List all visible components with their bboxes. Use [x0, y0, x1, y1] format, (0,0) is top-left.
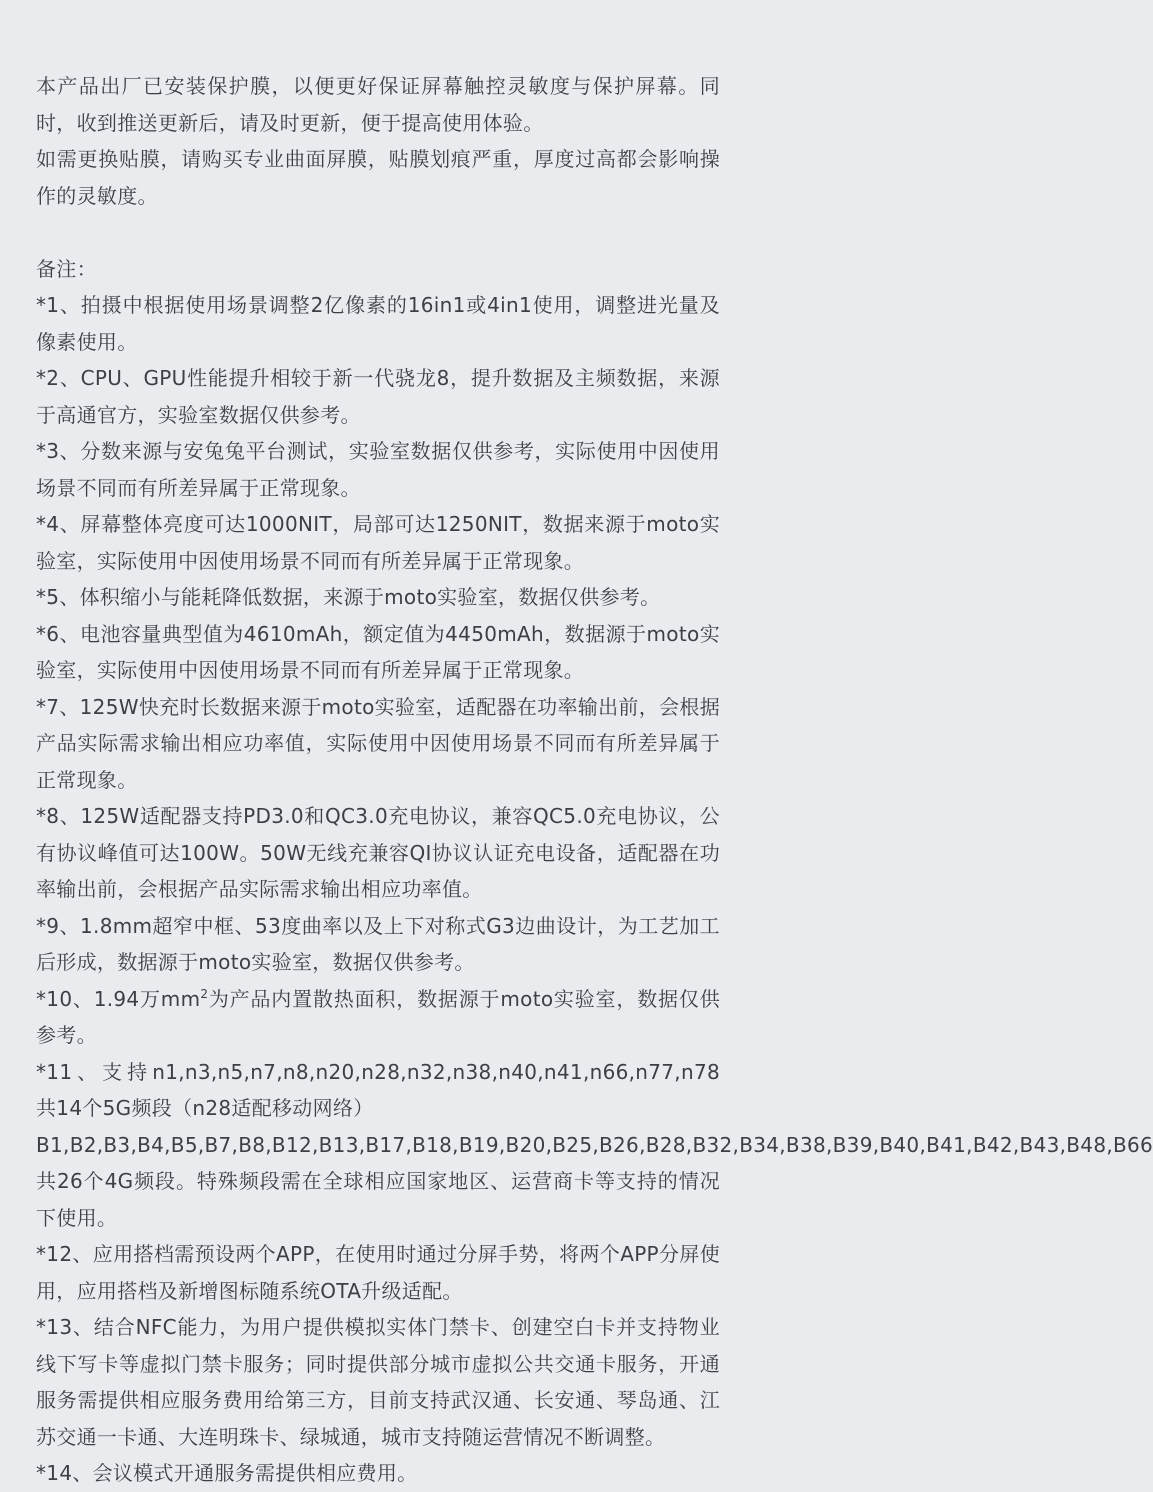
- note-item: *14、会议模式开通服务需提供相应费用。: [36, 1461, 418, 1485]
- note-item: *11、支持n1,n3,n5,n7,n8,n20,n28,n32,n38,n40,n41,n66,n77,n78共14个5G频段（n28适配移动网络）: [36, 1059, 720, 1120]
- paragraph-spacer: [36, 214, 720, 251]
- note-item: *9、1.8mm超窄中框、53度曲率以及上下对称式G3边曲设计，为工艺加工后形成，数据源于moto实验室，数据仅供参考。: [36, 913, 720, 974]
- note-item: *8、125W适配器支持PD3.0和QC3.0充电协议，兼容QC5.0充电协议，公有协议峰值可达100W。50W无线充兼容QI协议认证充电设备，适配器在功率输出前，会根据产品实际需求输出相应功率值。: [36, 804, 720, 901]
- note-item: *7、125W快充时长数据来源于moto实验室，适配器在功率输出前，会根据产品实际需求输出相应功率值，实际使用中因使用场景不同而有所差异属于正常现象。: [36, 694, 720, 792]
- note-item: *4、屏幕整体亮度可达1000NIT，局部可达1250NIT，数据来源于moto实验室，实际使用中因使用场景不同而有所差异属于正常现象。: [36, 512, 720, 573]
- superscript-2: 2: [200, 986, 209, 1001]
- note-item-continuation: B1,B2,B3,B4,B5,B7,B8,B12,B13,B17,B18,B19,B20,B25,B26,B28,B32,B34,B38,B39,B40,B41,B42,B43,B48,B66共26个4G频段。特殊频段需在全球相应国家地区、运营商卡等支持的情况下使用。: [36, 1132, 1153, 1230]
- note-item: *13、结合NFC能力，为用户提供模拟实体门禁卡、创建空白卡并支持物业线下写卡等虚拟门禁卡服务；同时提供部分城市虚拟公共交通卡服务，开通服务需提供相应服务费用给第三方，目前支持武汉通、长安通、琴岛通、江苏交通一卡通、大连明珠卡、绿城通，城市支持随运营情况不断调整。: [36, 1315, 720, 1449]
- note-item: [36, 981, 720, 1054]
- note-item: *3、分数来源与安兔兔平台测试，实验室数据仅供参考，实际使用中因使用场景不同而有所差异属于正常现象。: [36, 439, 720, 500]
- note-10-text-after: 为产品内置散热面积，数据源于moto实验室，数据仅供参考。: [36, 986, 720, 1047]
- notes-title: 备注：: [36, 256, 97, 281]
- intro-paragraph: 本产品出厂已安装保护膜，以便更好保证屏幕触控灵敏度与保护屏幕。同时，收到推送更新后，请及时更新，便于提高使用体验。: [36, 74, 720, 135]
- note-10-text-before: *10、1.94万mm: [36, 986, 201, 1011]
- intro-paragraph: 如需更换贴膜，请购买专业曲面屏膜，贴膜划痕严重，厚度过高都会影响操作的灵敏度。: [36, 147, 720, 208]
- note-item: *5、体积缩小与能耗降低数据，来源于moto实验室，数据仅供参考。: [36, 585, 661, 609]
- note-item: *6、电池容量典型值为4610mAh，额定值为4450mAh，数据源于moto实验室，实际使用中因使用场景不同而有所差异属于正常现象。: [36, 621, 720, 682]
- note-item: *2、CPU、GPU性能提升相较于新一代骁龙8，提升数据及主频数据，来源于高通官方，实验室数据仅供参考。: [36, 366, 720, 427]
- note-item: *1、拍摄中根据使用场景调整2亿像素的16in1或4in1使用，调整进光量及像素使用。: [36, 293, 720, 354]
- note-item: *12、应用搭档需预设两个APP，在使用时通过分屏手势，将两个APP分屏使用，应用搭档及新增图标随系统OTA升级适配。: [36, 1242, 720, 1303]
